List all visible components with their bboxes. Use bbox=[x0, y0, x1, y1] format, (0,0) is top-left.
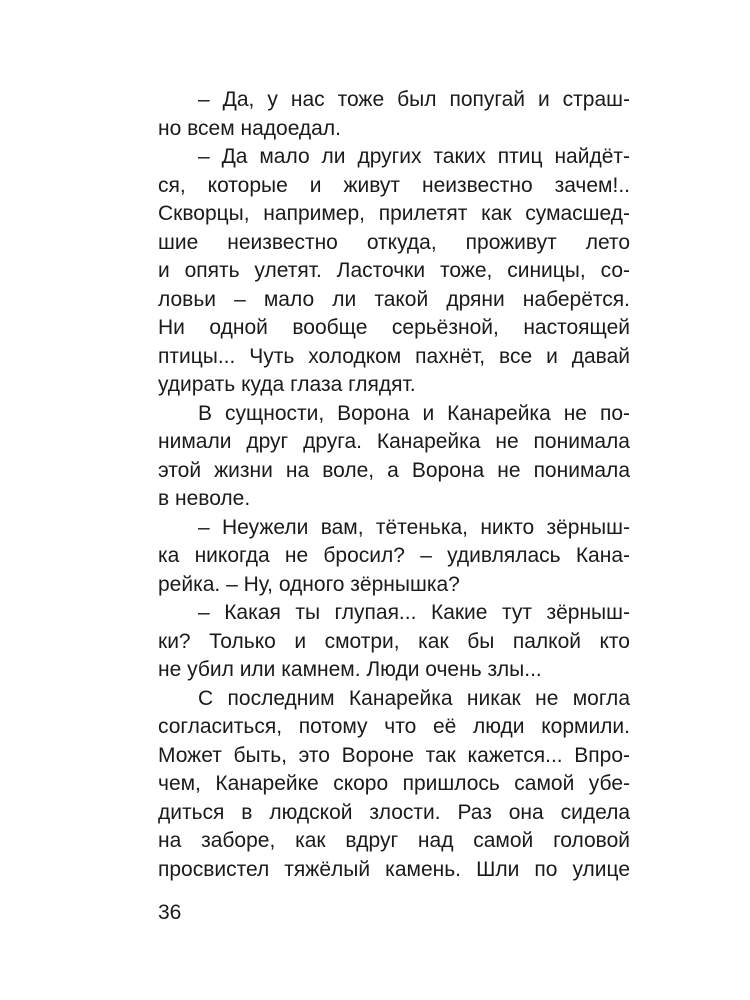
text-line: чем, Канарейке скоро пришлось самой убе- bbox=[158, 772, 630, 795]
text-line: согласиться, потому что её люди кормили. bbox=[158, 715, 630, 738]
text-line: ки? Только и смотри, как бы палкой кто bbox=[158, 629, 630, 653]
page-number: 36 bbox=[158, 901, 182, 924]
text-line: – Да мало ли других таких птиц найдёт- bbox=[198, 145, 630, 168]
paragraph bbox=[158, 86, 630, 143]
text-line: ловьи – мало ли такой дряни наберётся. bbox=[158, 287, 630, 311]
text-line: на заборе, как вдруг над самой головой bbox=[158, 829, 630, 852]
page-text bbox=[158, 86, 630, 884]
text-line: и опять улетят. Ласточки тоже, синицы, со- bbox=[158, 259, 630, 282]
paragraph bbox=[158, 143, 630, 400]
text-line: рейка. – Ну, одного зёрнышка? bbox=[158, 572, 460, 596]
text-line: шие неизвестно откуда, проживут лето bbox=[158, 230, 630, 254]
paragraph bbox=[158, 514, 630, 600]
text-line: в неволе. bbox=[158, 487, 251, 510]
text-line: птицы... Чуть холодком пахнёт, все и давай bbox=[158, 344, 630, 368]
text-line: Ни одной вообще серьёзной, настоящей bbox=[158, 316, 630, 339]
paragraph bbox=[158, 400, 630, 514]
text-line: удирать куда глаза глядят. bbox=[158, 373, 416, 396]
paragraph bbox=[158, 685, 630, 885]
text-line: этой жизни на воле, а Ворона не понимала bbox=[158, 458, 630, 482]
text-line: нимали друг друга. Канарейка не понимала bbox=[158, 430, 630, 453]
text-line: – Какая ты глупая... Какие тут зёрныш- bbox=[198, 601, 630, 624]
text-line: просвистел тяжёлый камень. Шли по улице bbox=[158, 857, 630, 881]
text-line: ка никогда не бросил? – удивлялась Кана- bbox=[158, 544, 630, 567]
text-line: С последним Канарейка никак не могла bbox=[198, 686, 630, 710]
text-line: Скворцы, например, прилетят как сумасшед- bbox=[158, 202, 630, 225]
text-line: ся, которые и живут неизвестно зачем!.. bbox=[158, 173, 630, 197]
text-line: не убил или камнем. Люди очень злы... bbox=[158, 658, 542, 681]
text-line: – Неужели вам, тётенька, никто зёрныш- bbox=[198, 515, 630, 539]
paragraph bbox=[158, 599, 630, 685]
text-line: – Да, у нас тоже был попугай и страш- bbox=[198, 88, 630, 111]
text-line: В сущности, Ворона и Канарейка не по- bbox=[198, 401, 630, 425]
text-line: Может быть, это Вороне так кажется... Впро- bbox=[158, 743, 630, 767]
text-line: но всем надоедал. bbox=[158, 116, 341, 140]
text-line: диться в людской злости. Раз она сидела bbox=[158, 800, 630, 824]
